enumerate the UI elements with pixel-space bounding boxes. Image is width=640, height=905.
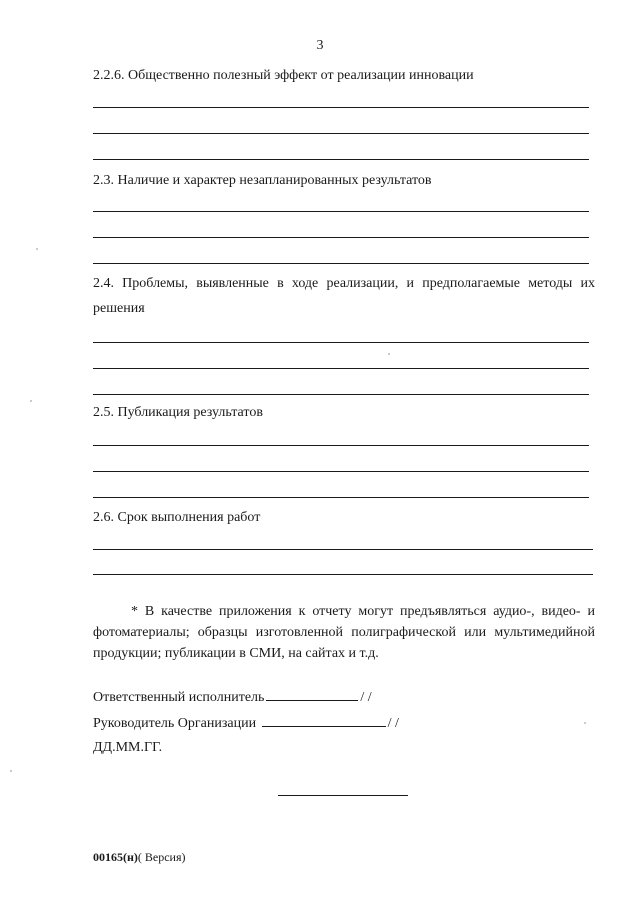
scan-speck [36, 248, 38, 250]
scan-speck [584, 722, 586, 724]
answer-line [93, 133, 589, 134]
executor-suffix: / / [360, 690, 372, 705]
footnote: * В качестве приложения к отчету могут предъявляться аудио-, видео- и фотоматериалы; образцы изготовленной полиграфической или мультимедийной продукции; публикации в СМИ, на сайтах и т.д. [93, 604, 595, 661]
scan-speck [388, 353, 390, 355]
answer-line [93, 342, 589, 343]
answer-line [93, 394, 589, 395]
section-heading-2-5: 2.5. Публикация результатов [93, 405, 263, 420]
section-heading-2-4: 2.4. Проблемы, выявленные в ходе реализации, и предполагаемые методы их решения [93, 276, 595, 316]
director-signature-field [262, 714, 386, 727]
executor-label: Ответственный исполнитель [93, 690, 265, 705]
answer-line [93, 549, 593, 550]
answer-line [93, 237, 589, 238]
date-label: ДД.ММ.ГГ. [93, 740, 163, 755]
answer-line [93, 159, 589, 160]
answer-line [93, 107, 589, 108]
answer-line [93, 368, 589, 369]
document-code: 00165(н) [93, 850, 138, 864]
director-signature-line [93, 714, 399, 732]
director-label: Руководитель Организации [93, 716, 257, 731]
answer-line [93, 211, 589, 212]
director-suffix: / / [387, 716, 399, 731]
document-version [93, 850, 186, 865]
executor-signature-field [266, 688, 358, 701]
answer-line [93, 263, 589, 264]
executor-signature-line [93, 688, 372, 706]
section-heading-2-2-6: 2.2.6. Общественно полезный эффект от реализации инновации [93, 68, 474, 83]
scan-speck [10, 770, 12, 772]
separator-line [278, 795, 408, 796]
answer-line [93, 497, 589, 498]
section-heading-2-3: 2.3. Наличие и характер незапланированных результатов [93, 173, 432, 188]
section-heading-2-6: 2.6. Срок выполнения работ [93, 510, 261, 525]
page-number: 3 [316, 38, 324, 53]
answer-line [93, 471, 589, 472]
answer-line [93, 574, 593, 575]
answer-line [93, 445, 589, 446]
scan-speck [30, 400, 32, 402]
version-label: ( Версия) [137, 850, 186, 864]
